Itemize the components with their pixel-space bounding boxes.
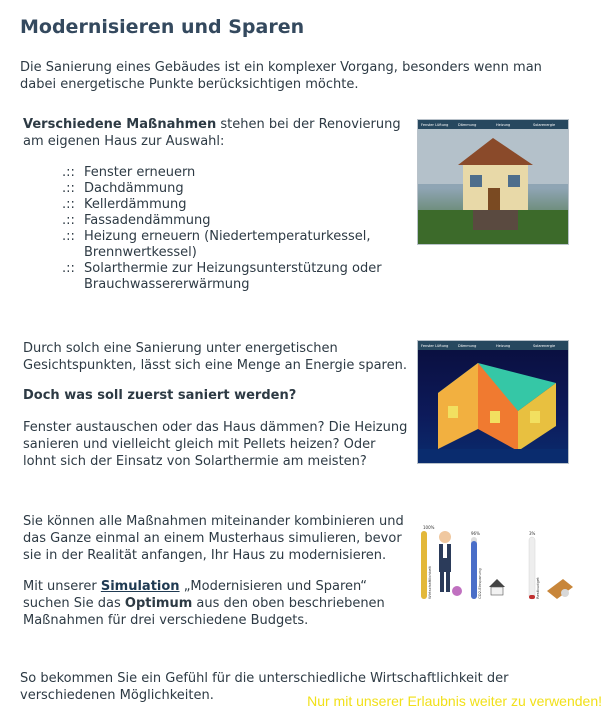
list-item: .:: Fassadendämmung <box>62 213 211 228</box>
thermal-house-image <box>417 340 569 464</box>
svg-text:Fenster Lüftung: Fenster Lüftung <box>421 344 449 348</box>
svg-text:96%: 96% <box>471 531 480 536</box>
measures-lead-text: stehen bei der Renovierung am eigenen Haus zur Auswahl: <box>23 117 401 149</box>
bullet-marker: .:: <box>62 261 75 276</box>
house-cutaway-icon <box>418 120 568 244</box>
simulation-cta-paragraph: Mit unserer Simulation „Modernisieren und Sparen“ suchen Sie das Optimum aus den oben beschriebenen Maßnahmen für drei verschiedene Budgets. <box>23 579 385 628</box>
list-item: .:: Solarthermie zur Heizungsunterstützung oder Brauchwassererwärmung <box>62 261 382 292</box>
svg-text:Fenster Lüftung: Fenster Lüftung <box>421 123 449 127</box>
svg-text:3%: 3% <box>529 531 536 536</box>
house-renovation-image <box>417 119 569 245</box>
measures-lead <box>23 116 408 150</box>
simulation-gauges-image <box>417 521 577 601</box>
svg-text:Wirtschaftlichkeit: Wirtschaftlichkeit <box>427 566 432 599</box>
list-item: .:: Kellerdämmung <box>62 197 187 212</box>
watermark-text: Nur mit unserer Erlaubnis weiter zu verwenden! <box>307 693 602 709</box>
list-item: .:: Heizung erneuern (Niedertemperaturkessel, Brennwertkessel) <box>62 229 371 260</box>
thermal-house-icon <box>418 341 568 463</box>
bullet-marker: .:: <box>62 229 75 244</box>
svg-text:Heizung: Heizung <box>496 123 511 127</box>
conclusion-paragraph: So bekommen Sie ein Gefühl für die unterschiedliche Wirtschaftlichkeit der verschiedenen Möglichkeiten. <box>20 671 509 703</box>
list-item: .:: Dachdämmung <box>62 181 184 196</box>
optimum-text: Optimum <box>124 596 193 611</box>
intro-paragraph: Die Sanierung eines Gebäudes ist ein komplexer Vorgang, besonders wenn man dabei energetische Punkte berücksichtigen möchte. <box>20 60 542 92</box>
svg-text:100%: 100% <box>423 525 435 530</box>
simulation-link[interactable]: Simulation <box>100 579 180 594</box>
gauges-illustration-icon <box>417 521 577 601</box>
svg-text:CO2-Einsparung: CO2-Einsparung <box>477 568 482 599</box>
question-heading: Doch was soll zuerst saniert werden? <box>23 388 297 403</box>
list-item: .:: Fenster erneuern <box>62 165 196 180</box>
bullet-marker: .:: <box>62 181 75 196</box>
page-title: Modernisieren und Sparen <box>20 16 305 38</box>
simulation-paragraph: Sie können alle Maßnahmen miteinander kombinieren und das Ganze einmal an einem Musterhaus simulieren, bevor sie in der Realität anfangen, Ihr Haus zu modernisieren. <box>23 514 404 563</box>
svg-text:Restbudget: Restbudget <box>535 577 540 599</box>
svg-text:Dämmung: Dämmung <box>458 344 477 348</box>
energy-paragraph: Durch solch eine Sanierung unter energetischen Gesichtspunkten, lässt sich eine Menge an Energie sparen. <box>23 341 407 373</box>
measures-lead-bold: Verschiedene Maßnahmen <box>23 117 217 132</box>
options-paragraph: Fenster austauschen oder das Haus dämmen? Die Heizung sanieren und vielleicht gleich mit Pellets heizen? Oder lohnt sich der Einsatz von Solarthermie am meisten? <box>23 420 408 469</box>
svg-text:Dämmung: Dämmung <box>458 123 477 127</box>
measures-list <box>62 165 384 293</box>
bullet-marker: .:: <box>62 165 75 180</box>
bullet-marker: .:: <box>62 213 75 228</box>
svg-text:Heizung: Heizung <box>496 344 511 348</box>
svg-text:Solarenergie: Solarenergie <box>533 344 556 348</box>
svg-text:Solarenergie: Solarenergie <box>533 123 556 127</box>
bullet-marker: .:: <box>62 197 75 212</box>
